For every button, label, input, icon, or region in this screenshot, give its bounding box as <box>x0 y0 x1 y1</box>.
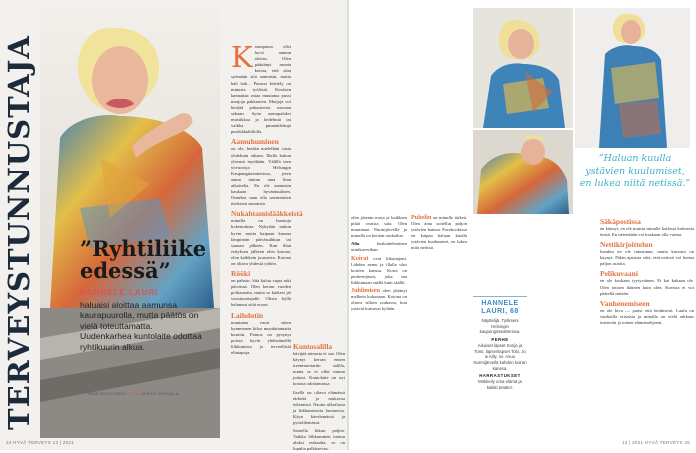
profile-name: HANNELE LAURI, 68 <box>481 300 519 315</box>
subheading: Rööki <box>231 269 251 279</box>
profile-hobby: Mökkeily oma elämä ja kaikki teatteri. <box>478 379 522 390</box>
portrait-photo <box>40 8 220 438</box>
body-paragraph: minulla on huonoja kokemuksia. Nykyään nukun hyvin mutta kaipaan kuuma lämpimän päiväsuihkun tai saunan jälkeen. Kun illan esityksen jälkeen olen kotona, olen kaikkein joustavin. Kotona on oltava yhdestä yöhön. <box>231 218 291 266</box>
headline: ”Ryhtiliike edessä” <box>80 236 207 283</box>
writer-credit: NINA RUOKONEN <box>88 392 126 396</box>
body-column-5 <box>600 215 694 442</box>
credits-separator: KUVAT <box>126 392 141 396</box>
photo-credit: MIKKO HANNULA <box>142 392 179 396</box>
inline-heading: Juhlimisen <box>351 287 380 295</box>
profile-box <box>473 296 527 442</box>
subheading: Kuntosalilla <box>293 342 333 351</box>
right-page <box>349 0 696 450</box>
subheading: Pelikuvaani <box>600 269 638 279</box>
pull-quote: ”Haluan kuulla ystävien kuulumiset, en lukea niitä netissä.” <box>579 153 691 189</box>
body-column-2 <box>293 340 345 452</box>
interviewee-name: HANNELE LAURI <box>80 288 159 297</box>
body-paragraph: en ole koskaan tyytyväinen. Ei kai kukaan ole. Olen totisen ikäinen kuin olen. Kuvista ei voi päätellä mitään. <box>600 278 694 296</box>
body-paragraph: en käynyt, en ole muista minulle kaikista kolmesta tiestä. En tietenkään voi koskaan olla varma. <box>600 226 694 238</box>
page-folio-right: 13 | 2021 HYVÄ TERVEYS 35 <box>621 440 690 445</box>
headline-block <box>80 236 207 352</box>
body-paragraph: hoakatteleminen uimikaverikan. <box>351 241 407 253</box>
portrait-photo-small <box>473 8 573 128</box>
body-column-3 <box>351 215 407 442</box>
profile-family: Aikuiset lapset Sonja ja Tomi, lapsenlapset Tobi, Jo & Ailly, sir. Asuu Nurmijärvellä kahden koiran kanssa. <box>473 342 527 371</box>
subheading: Laihdutin <box>231 310 264 320</box>
body-paragraph: Itsellä on oltava elämässä tärkeää ja mukavaa tekemistä. Nautin ulkoilusta ja liikkumisesta luonnossa. Käyn kävelemässä ja pyöräilemässä. <box>293 389 345 426</box>
subheading: Säkäpostissa <box>600 217 641 226</box>
portrait-photo-detail <box>473 130 573 214</box>
profile-family-label: PERHE <box>491 337 509 343</box>
portrait-photo-standing <box>575 8 690 148</box>
body-paragraph: olen jäsenin masa ja kaikkien pitää ovaista sala. Olen muutamat Nurmijärvellä ja minulla on kerään ruokailua. <box>351 215 407 239</box>
body-paragraph: on ole, herään mielelläni vasta yhdeksän aikaan. Illalla kukun yleensä myöhään. Välillä teen yövuoroja Helsingin Kaupunginteatterissa, joten aamu tuntuu aina liian aikaiselta. En ole aamuisin kaukaan hyväntuulinen. Onneksi saan olla useimmiten itsekseni aamuisin. <box>231 146 291 207</box>
subheading: Aamuhuminen <box>231 137 279 147</box>
section-title: TERVEYSTUNNUSTAJA <box>2 35 36 430</box>
subheading: Nukahtamislääkkeistä <box>231 209 303 219</box>
credits <box>88 392 206 396</box>
inline-heading: Koirat <box>351 254 369 262</box>
body-paragraph: on minulle tärkeä. Olen aina soitellut paljon ystävien kanssa. Facebookissa en kaipaa haluan kuulla ystävien kuulumiset, en lukea niitä netissä. <box>411 215 468 251</box>
subheading: Vanhenemiseen <box>600 298 650 308</box>
subheading: Nettikirjoittelun <box>600 240 653 250</box>
intro-paragraph: aurapuuro olisi hyvä aamun aloitus. Olen päättänyt monta kertaa, että alan syömään sitä aamuisin, mutta hah hah... Puuron keittely on minusta työlästä. Kesäisin kannattaa ostaa muutama pussi marjoja pakkaseen. Marjoja voi heittää pakasteesta suoraan sekaan. Syön aamupalaksi mustikkaa ja hedelmiä tai vaikka pinaattilettuja puolukkahillolla. <box>231 44 291 135</box>
body-paragraph: kävijää minusta ei saa. Olen käynyt kerran ennen treenimestariin salilla, mutta se ei ollut minun juttuni. Kuntolaite on nyt kotona odottamassa. <box>293 351 345 387</box>
body-paragraph: Saarella liikun paljon. Vaikka liikkuminen tuntuu aluksi raskaalta, se on lopulta palkitsevaa. <box>293 428 345 452</box>
drop-cap: K <box>231 40 253 74</box>
body-paragraph: olen jättänyt melkein kokonaan. Kotona on oltava silloin rauhassa, kun ystävät kutsuvat kylään. <box>351 288 407 312</box>
profile-role: Näyttelijä. Työkseni Helsingin kaupunginteatterissa. <box>479 318 521 335</box>
body-column-4 <box>411 215 467 442</box>
body-paragraph: on pahoin. Sitä kuluu vajaa aski päivässä. Olen kerran vuoden polttamatta, mutta se kaikesi jäi vuosituottajalle. Olisin kyllä halunnut siitä eroon. <box>231 278 291 308</box>
body-paragraph: muutama vuosi sitten kymmenen kiloa muodattamatta kuuriin. Painoa on pysynyt poissa hyvin yhdistämällä liikkumista ja terveellisiä elintapoja. <box>231 319 291 356</box>
body-paragraph: ovat liikuttajani. Lähden aamu ja illalla ulos koirien kanssa. Koira on perheenjäsen, joka saa liikkumaan säällä kuin säällä. <box>351 255 407 285</box>
body-paragraph: luenkin en ole tutustunut, mutta kurssini on käynyt. Pidän ajatusta siitä, että netissä voi hoitaa paljon asioita. <box>600 249 694 267</box>
left-page <box>0 0 347 450</box>
page-folio-left: 34 HYVÄ TERVEYS 13 | 2021 <box>6 440 75 445</box>
inline-heading: Puhelin <box>411 214 432 221</box>
inline-bold: Alin <box>351 241 360 247</box>
body-column-1 <box>231 40 303 442</box>
lead-text: haluaisi aloittaa aamunsa kaurapuurolla, mutta päätös on vielä toteuttamatta. Uudenkarhea kuntolaite odottaa ryhtikuurin alkua. <box>80 300 202 352</box>
profile-hobby-label: HARRASTUKSET <box>479 373 521 379</box>
body-paragraph: en ole kiva — paitsi että henkisesti. Laulu on vanhoilla viisaista ja minulla on vielä rakkaus teatteriin ja toinen elämänohjeeni. <box>600 307 694 325</box>
